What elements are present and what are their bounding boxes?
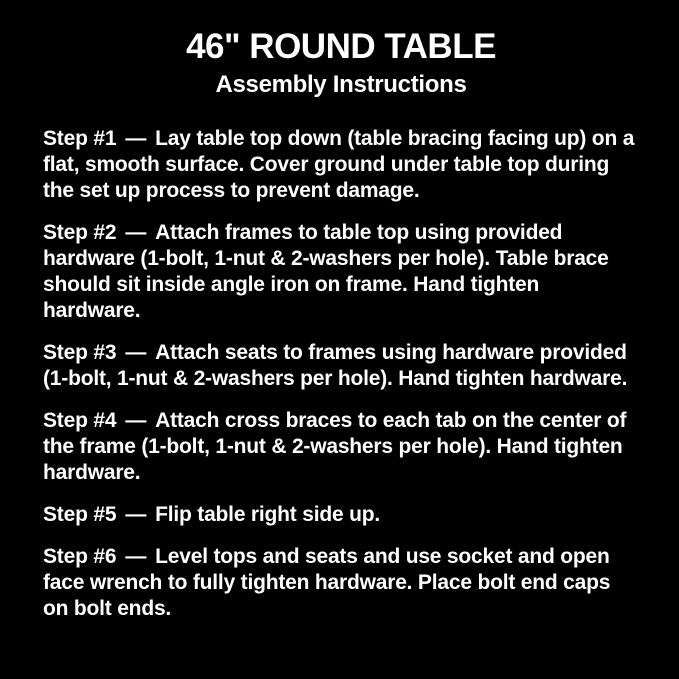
step-5-text: Flip table right side up. (155, 503, 380, 526)
step-2 (43, 220, 639, 324)
step-6 (43, 544, 639, 622)
header (43, 26, 639, 100)
step-1 (43, 126, 639, 204)
step-1-label: Step #1 (43, 127, 117, 150)
page-title: 46" ROUND TABLE (186, 27, 496, 66)
step-2-text: Attach frames to table top using provided hardware (1-bolt, 1-nut & 2-washers per hole). Table brace should sit inside angle iron on frame. Hand tighten hardware. (43, 221, 609, 322)
step-1-dash: — (125, 127, 147, 150)
step-1-text: Lay table top down (table bracing facing up) on a flat, smooth surface. Cover ground under table top during the set up process to prevent damage. (43, 127, 635, 202)
step-4-dash: — (125, 409, 147, 432)
step-6-text: Level tops and seats and use socket and open face wrench to fully tighten hardware. Place bolt end caps on bolt ends. (43, 545, 611, 620)
page-subtitle: Assembly Instructions (215, 71, 467, 98)
step-4-label: Step #4 (43, 409, 117, 432)
step-5-label: Step #5 (43, 503, 117, 526)
step-6-dash: — (125, 545, 147, 568)
step-4 (43, 408, 639, 486)
steps-list (43, 126, 639, 622)
step-5-dash: — (125, 503, 147, 526)
step-2-dash: — (125, 221, 147, 244)
step-3-text: Attach seats to frames using hardware provided (1-bolt, 1-nut & 2-washers per hole). Hand tighten hardware. (43, 341, 628, 390)
step-5 (43, 502, 639, 528)
step-3 (43, 340, 639, 392)
step-3-label: Step #3 (43, 341, 117, 364)
step-4-text: Attach cross braces to each tab on the center of the frame (1-bolt, 1-nut & 2-washers per hole). Hand tighten hardware. (43, 409, 627, 484)
step-6-label: Step #6 (43, 545, 117, 568)
step-2-label: Step #2 (43, 221, 117, 244)
step-3-dash: — (125, 341, 147, 364)
